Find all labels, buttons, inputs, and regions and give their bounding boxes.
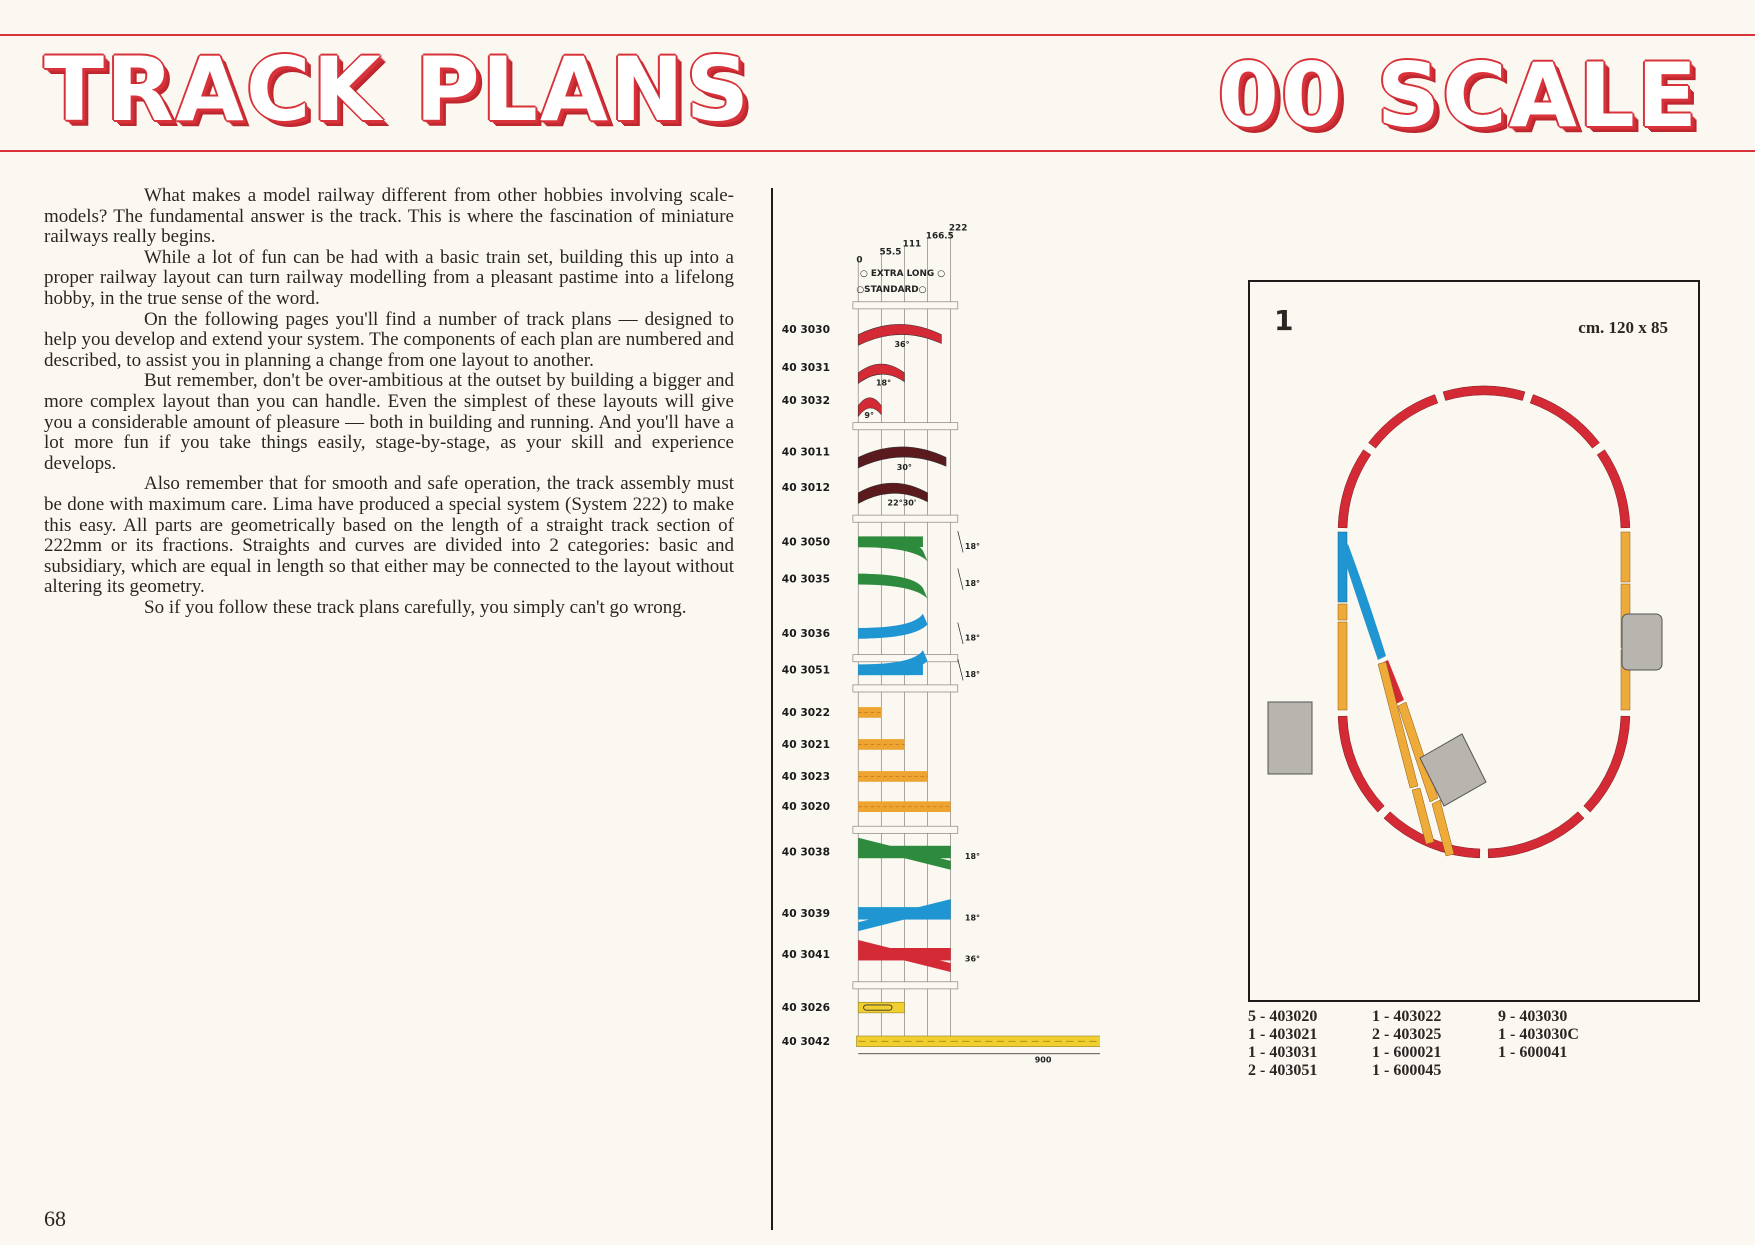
track-angle-label: 18° <box>964 852 981 862</box>
part-entry: 2 - 403051 <box>1248 1062 1318 1079</box>
plan-curve-segment <box>1338 716 1384 812</box>
track-code-label: 40 3021 <box>781 738 830 751</box>
track-catalogue <box>780 160 1100 1245</box>
plan-building <box>1268 702 1312 774</box>
track-angle-label: 18° <box>964 633 981 643</box>
part-entry: 1 - 600041 <box>1498 1044 1568 1061</box>
track-code-label: 40 3042 <box>781 1034 830 1048</box>
track-code-label: 40 3023 <box>781 770 830 783</box>
angle-indicator <box>958 568 963 589</box>
plan-curve-segment <box>1530 395 1599 449</box>
track-piece-turnout-branch <box>858 614 927 639</box>
track-angle-label: 22°30' <box>887 498 917 508</box>
track-angle-label: 36° <box>894 340 910 350</box>
track-code-label: 40 3012 <box>781 481 830 495</box>
plan-diagram <box>1250 282 1698 1000</box>
track-code-label: 40 3026 <box>781 1001 830 1015</box>
group-separator <box>853 982 958 989</box>
track-code-label: 40 3022 <box>781 706 830 719</box>
plan-curve-segment <box>1338 450 1371 528</box>
track-code-label: 40 3030 <box>781 322 830 336</box>
plan-number: 1 <box>1274 304 1294 337</box>
track-angle-label: 18° <box>964 579 981 589</box>
scale-extra-long-label: ○ EXTRA LONG ○ <box>860 269 946 279</box>
plan-size: cm. 120 x 85 <box>1578 318 1668 337</box>
intro-paragraph: On the following pages you'll find a number of track plans — designed to help you develop and extend your system. The components of each plan are numbered and described, to assist you in planning a change from one layout to another. <box>44 308 734 371</box>
scale-tick-label: 55.5 <box>879 247 902 258</box>
part-entry: 1 - 403031 <box>1248 1044 1318 1061</box>
plan-curve-segment <box>1369 395 1438 449</box>
track-code-label: 40 3050 <box>781 535 830 549</box>
track-angle-label: 18° <box>964 541 981 551</box>
header-bottom-rule <box>0 150 1755 152</box>
track-code-label: 40 3038 <box>781 845 830 859</box>
scale-tick-label: 0 <box>856 255 863 266</box>
dimension-label: 900 <box>1034 1055 1052 1065</box>
parts-column-3 <box>1498 1008 1579 1062</box>
track-code-label: 40 3011 <box>781 445 830 459</box>
plan-curve-segment <box>1443 386 1525 400</box>
group-separator <box>853 826 958 833</box>
track-angle-label: 30° <box>896 462 912 472</box>
part-entry: 2 - 403025 <box>1372 1026 1442 1043</box>
track-piece-uncoupler <box>858 1002 904 1013</box>
intro-paragraph: Also remember that for smooth and safe operation, the track assembly must be done with maximum care. Lima have produced a special system (System 222) to make this easy. All parts are geometrically based on the length of a straight track section of 222mm or its fractions. Straights and curves are divided into 2 categories: basic and subsidiary, which are equal in length so that either may be connected to the layout without altering its geometry. <box>44 473 734 598</box>
track-code-label: 40 3039 <box>781 906 830 920</box>
part-entry: 5 - 403020 <box>1248 1008 1318 1025</box>
track-code-label: 40 3031 <box>781 361 830 375</box>
plan-turnout-branch <box>1342 544 1386 660</box>
scale-standard-label: ○STANDARD○ <box>856 285 927 295</box>
plan-curve-segment <box>1488 812 1584 858</box>
track-code-label: 40 3032 <box>781 394 830 407</box>
parts-column-2 <box>1372 1008 1441 1080</box>
top-rule <box>0 34 1755 36</box>
intro-paragraph: What makes a model railway different from other hobbies involving scale-models? The fundamental answer is the track. This is where the fascination of miniature railways really begins. <box>44 185 734 248</box>
group-separator <box>853 423 958 430</box>
column-divider <box>771 188 773 1230</box>
scale-title: 00 SCALE <box>1217 44 1699 147</box>
part-entry: 1 - 600045 <box>1372 1062 1442 1079</box>
plan-straight-segment <box>1338 622 1347 710</box>
part-entry: 1 - 403021 <box>1248 1026 1318 1043</box>
scale-tick-label: 111 <box>902 239 922 250</box>
intro-paragraph: While a lot of fun can be had with a basic train set, building this up into a proper railway layout can turn railway modelling from a pleasant pastime into a lifelong hobby, in the true sense of the word. <box>44 246 734 309</box>
track-angle-label: 18° <box>876 378 892 388</box>
plan-straight-segment <box>1621 532 1630 582</box>
group-separator <box>853 302 958 309</box>
scale-tick-label: 222 <box>948 223 968 234</box>
plan-station-building <box>1622 614 1662 670</box>
catalogue-svg <box>780 160 1100 1240</box>
part-entry: 1 - 403030C <box>1498 1026 1579 1043</box>
part-entry: 1 - 403022 <box>1372 1008 1442 1025</box>
track-angle-label: 9° <box>864 411 875 421</box>
part-entry: 9 - 403030 <box>1498 1008 1568 1025</box>
track-plan-frame <box>1248 280 1700 1002</box>
parts-column-1 <box>1248 1008 1317 1080</box>
track-angle-label: 18° <box>964 913 981 923</box>
track-angle-label: 36° <box>964 954 981 964</box>
part-entry: 1 - 600021 <box>1372 1044 1442 1061</box>
page-number: 68 <box>44 1206 66 1231</box>
intro-text <box>44 186 734 618</box>
plan-curve-segment <box>1584 716 1630 812</box>
track-code-label: 40 3041 <box>781 947 830 961</box>
intro-paragraph: But remember, don't be over-ambitious at the outset by building a bigger and more complex layout than you can handle. Even the simplest of these layouts will give you a considerable amount of pleasure — both in building and running. And you'll have a lot more fun if you take things easily, stage-by-stage, as your skill and experience develops. <box>44 370 734 474</box>
intro-paragraph: So if you follow these track plans carefully, you simply can't go wrong. <box>144 596 687 618</box>
page-title: TRACK PLANS <box>44 38 752 141</box>
angle-indicator <box>958 623 963 644</box>
angle-indicator <box>958 531 963 552</box>
track-code-label: 40 3051 <box>781 663 830 677</box>
track-piece-turnout-branch <box>858 574 927 599</box>
track-code-label: 40 3035 <box>781 572 830 586</box>
angle-indicator <box>958 659 963 680</box>
plan-turnout <box>1338 532 1347 602</box>
scale-tick-label: 166.5 <box>925 231 954 242</box>
track-angle-label: 18° <box>964 669 981 679</box>
group-separator <box>853 685 958 692</box>
track-code-label: 40 3020 <box>781 800 830 814</box>
track-code-label: 40 3036 <box>781 626 830 640</box>
plan-straight-segment <box>1338 604 1347 620</box>
plan-curve-segment <box>1597 450 1630 528</box>
group-separator <box>853 515 958 522</box>
